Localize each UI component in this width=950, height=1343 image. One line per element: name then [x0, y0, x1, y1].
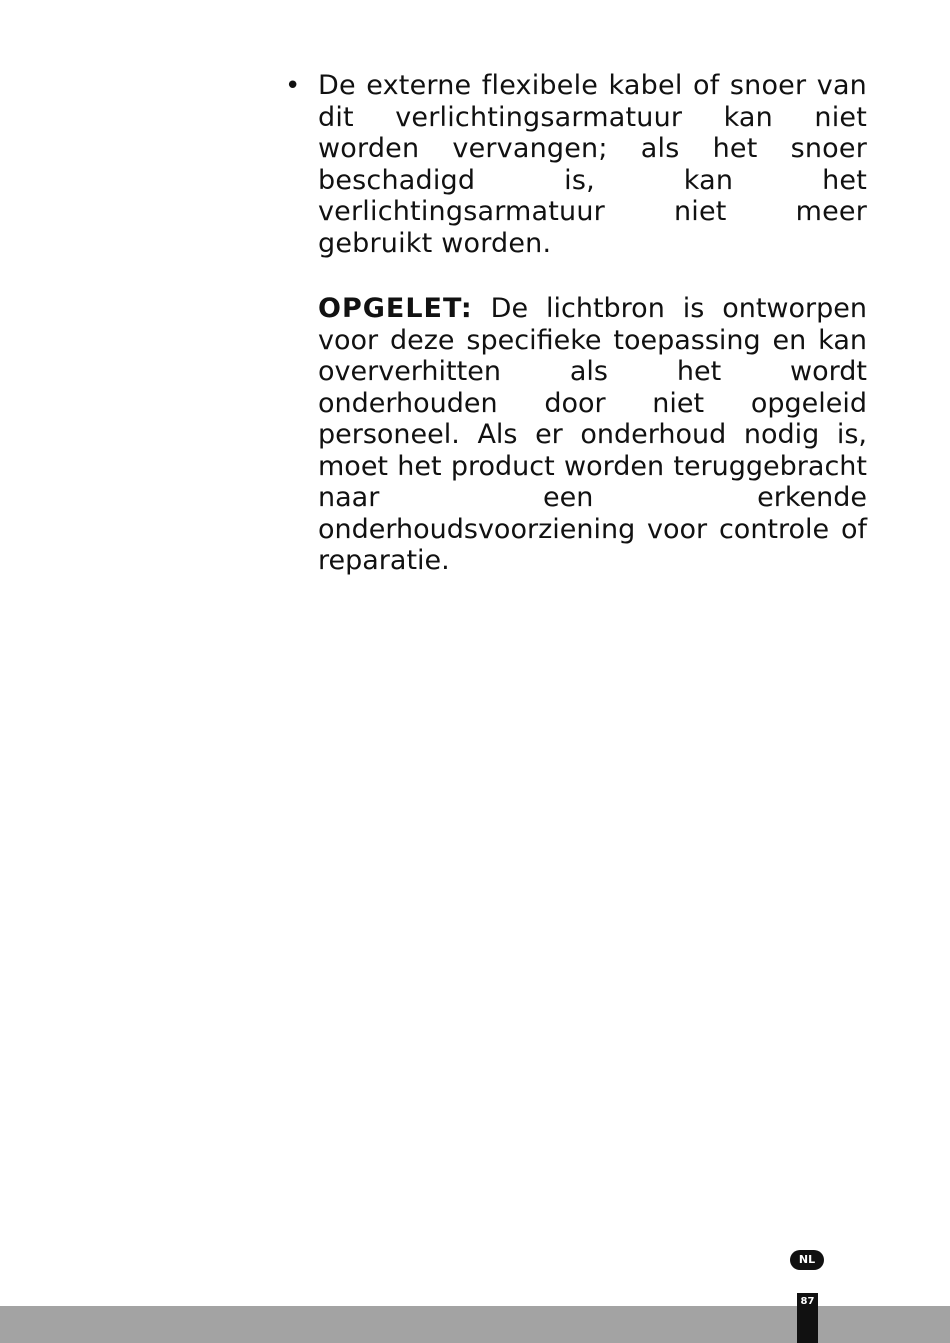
bullet-item: [285, 70, 867, 259]
bullet-marker: •: [285, 71, 301, 101]
warning-text: De lichtbron is ontworpen voor deze specifieke toepassing en kan oververhitten als het wordt onderhouden door niet opgeleid personeel. Als er onderhoud nodig is, moet het product worden teruggebracht naar een erkende onderhoudsvoorziening voor controle of reparatie.: [318, 293, 867, 576]
page-number: 87: [797, 1293, 818, 1343]
language-badge: NL: [790, 1250, 824, 1270]
bullet-text: De externe flexibele kabel of snoer van dit verlichtingsarmatuur kan niet worden vervangen; als het snoer beschadigd is, kan het verlichtingsarmatuur niet meer gebruikt worden.: [318, 70, 867, 259]
warning-paragraph: [318, 293, 867, 577]
document-body: [285, 70, 867, 577]
warning-label: OPGELET:: [318, 293, 473, 324]
